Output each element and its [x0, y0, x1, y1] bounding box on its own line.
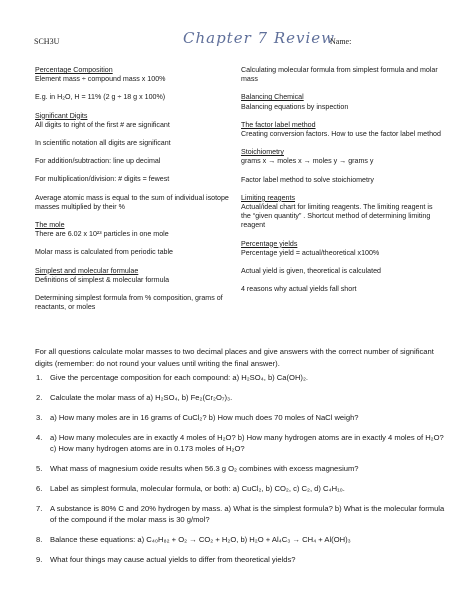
topic-block: [241, 240, 441, 258]
topic-text: Percentage yield = actual/theoretical x100%: [241, 248, 380, 257]
topic-text: Creating conversion factors. How to use the factor label method: [241, 130, 441, 139]
question-item: [36, 534, 446, 545]
topic-block: [35, 194, 230, 212]
question-text: A substance is 80% C and 20% hydrogen by mass. a) What is the simplest formula? b) What is the molecular formula of the compound if the molar mass is 30 g/mol?: [50, 504, 445, 524]
topic-block: [35, 157, 230, 166]
question-number: 6.: [36, 484, 43, 493]
topic-text: Factor label method to solve stoichiometry: [241, 175, 374, 184]
topic-block: [241, 285, 441, 294]
topic-block: [35, 139, 230, 148]
question-text: Calculate the molar mass of a) H₂SO₄, b) Fe₂(Cr₂O₇)₃.: [50, 393, 233, 402]
topic-block: [241, 148, 441, 166]
topic-block: [241, 121, 441, 139]
topic-block: [241, 176, 441, 185]
topic-text: grams x → moles x → moles y → grams y: [241, 157, 374, 166]
instructions: For all questions calculate molar masses to two decimal places and give answers with the correct number of significant digits (remember: do not round your values until writing the final answer).: [35, 347, 434, 368]
topic-text: 4 reasons why actual yields fall short: [241, 285, 357, 294]
topic-text: E.g. in H₂O, H = 11% (2 g ÷ 18 g x 100%): [35, 93, 166, 102]
question-item: [36, 483, 446, 494]
question-item: [36, 554, 446, 565]
question-text: Balance these equations: a) C₄₀H₈₂ + O₂ → CO₂ + H₂O, b) H₂O + Al₄C₃ → CH₄ + Al(OH)₃: [50, 535, 351, 544]
topic-heading: Limiting reagents: [241, 193, 296, 202]
question-number: 2.: [36, 393, 43, 402]
topic-heading: Stoichiometry: [241, 148, 284, 157]
question-number: 3.: [36, 413, 43, 422]
topic-heading: Percentage Composition: [35, 66, 113, 74]
question-text: a) How many moles are in 16 grams of CuCl₂? b) How much does 70 moles of NaCl weigh?: [50, 413, 359, 422]
question-number: 5.: [36, 464, 43, 473]
page-title: Chapter 7 Review: [183, 29, 335, 47]
topic-heading: Significant Digits: [35, 111, 88, 120]
question-list: [36, 372, 446, 574]
topic-text: Determining simplest formula from % composition, grams of reactants, or moles: [35, 294, 223, 312]
topic-heading: The factor label method: [241, 120, 316, 129]
question-item: [36, 372, 446, 383]
topic-text: Molar mass is calculated from periodic table: [35, 248, 173, 257]
question-number: 7.: [36, 504, 43, 513]
question-text: Label as simplest formula, molecular formula, or both: a) CuCl₂, b) CO₂, c) C₂, d) C₄H₁₀.: [50, 484, 345, 493]
topic-block: [35, 267, 230, 285]
topic-heading: The mole: [35, 221, 65, 230]
topic-heading: Percentage yields: [241, 239, 298, 248]
topic-block: [241, 267, 441, 276]
topic-block: [35, 248, 230, 257]
topic-block: [35, 93, 230, 102]
topic-block: [241, 194, 441, 231]
question-number: 8.: [36, 535, 43, 544]
question-item: [36, 412, 446, 423]
topic-block: [241, 66, 441, 84]
question-item: [36, 463, 446, 474]
topic-block: [35, 294, 230, 312]
topic-text: Definitions of simplest & molecular formula: [35, 275, 170, 284]
question-text: a) How many molecules are in exactly 4 moles of H₂O? b) How many hydrogen atoms are in exactly 4 moles of H₂O? c) How many hydrogen atoms are in 0.173 moles of H₂O?: [50, 433, 444, 453]
review-topics-left: [35, 66, 230, 321]
question-item: [36, 432, 446, 454]
question-number: 1.: [36, 373, 43, 382]
topic-text: For multiplication/division: # digits = fewest: [35, 175, 170, 184]
topic-text: All digits to right of the first # are significant: [35, 120, 170, 129]
topic-block: [35, 175, 230, 184]
review-topics-right: [241, 66, 441, 303]
topic-text: Balancing equations by inspection: [241, 102, 349, 111]
course-code: SCH3U: [34, 37, 60, 46]
topic-text: In scientific notation all digits are significant: [35, 139, 171, 148]
name-label: Name:: [330, 37, 352, 46]
question-number: 9.: [36, 555, 43, 564]
topic-block: [241, 93, 441, 111]
question-text: What four things may cause actual yields to differ from theoretical yields?: [50, 555, 296, 564]
question-text: What mass of magnesium oxide results when 56.3 g O₂ combines with excess magnesium?: [50, 464, 359, 473]
question-item: [36, 503, 446, 525]
topic-text: For addition/subtraction: line up decimal: [35, 157, 161, 166]
topic-text: Actual yield is given, theoretical is calculated: [241, 267, 381, 276]
question-text: Give the percentage composition for each compound: a) H₂SO₄, b) Ca(OH)₂.: [50, 373, 309, 382]
topic-heading: Balancing Chemical: [241, 93, 304, 102]
topic-text: Element mass ÷ compound mass x 100%: [35, 75, 166, 84]
topic-text: Average atomic mass is equal to the sum of individual isotope masses multiplied by their %: [35, 193, 229, 211]
topic-text: Calculating molecular formula from simplest formula and molar mass: [241, 66, 438, 84]
topic-text: There are 6.02 x 10²³ particles in one mole: [35, 230, 169, 239]
topic-text: Actual/ideal chart for limiting reagents. The limiting reagent is the “given quantity” . Shortcut method of determining limiting reagent: [241, 203, 433, 230]
question-item: [36, 392, 446, 403]
topic-heading: Simplest and molecular formulae: [35, 266, 139, 275]
topic-block: [35, 66, 230, 84]
topic-block: [35, 221, 230, 239]
topic-block: [35, 112, 230, 130]
question-number: 4.: [36, 433, 43, 442]
